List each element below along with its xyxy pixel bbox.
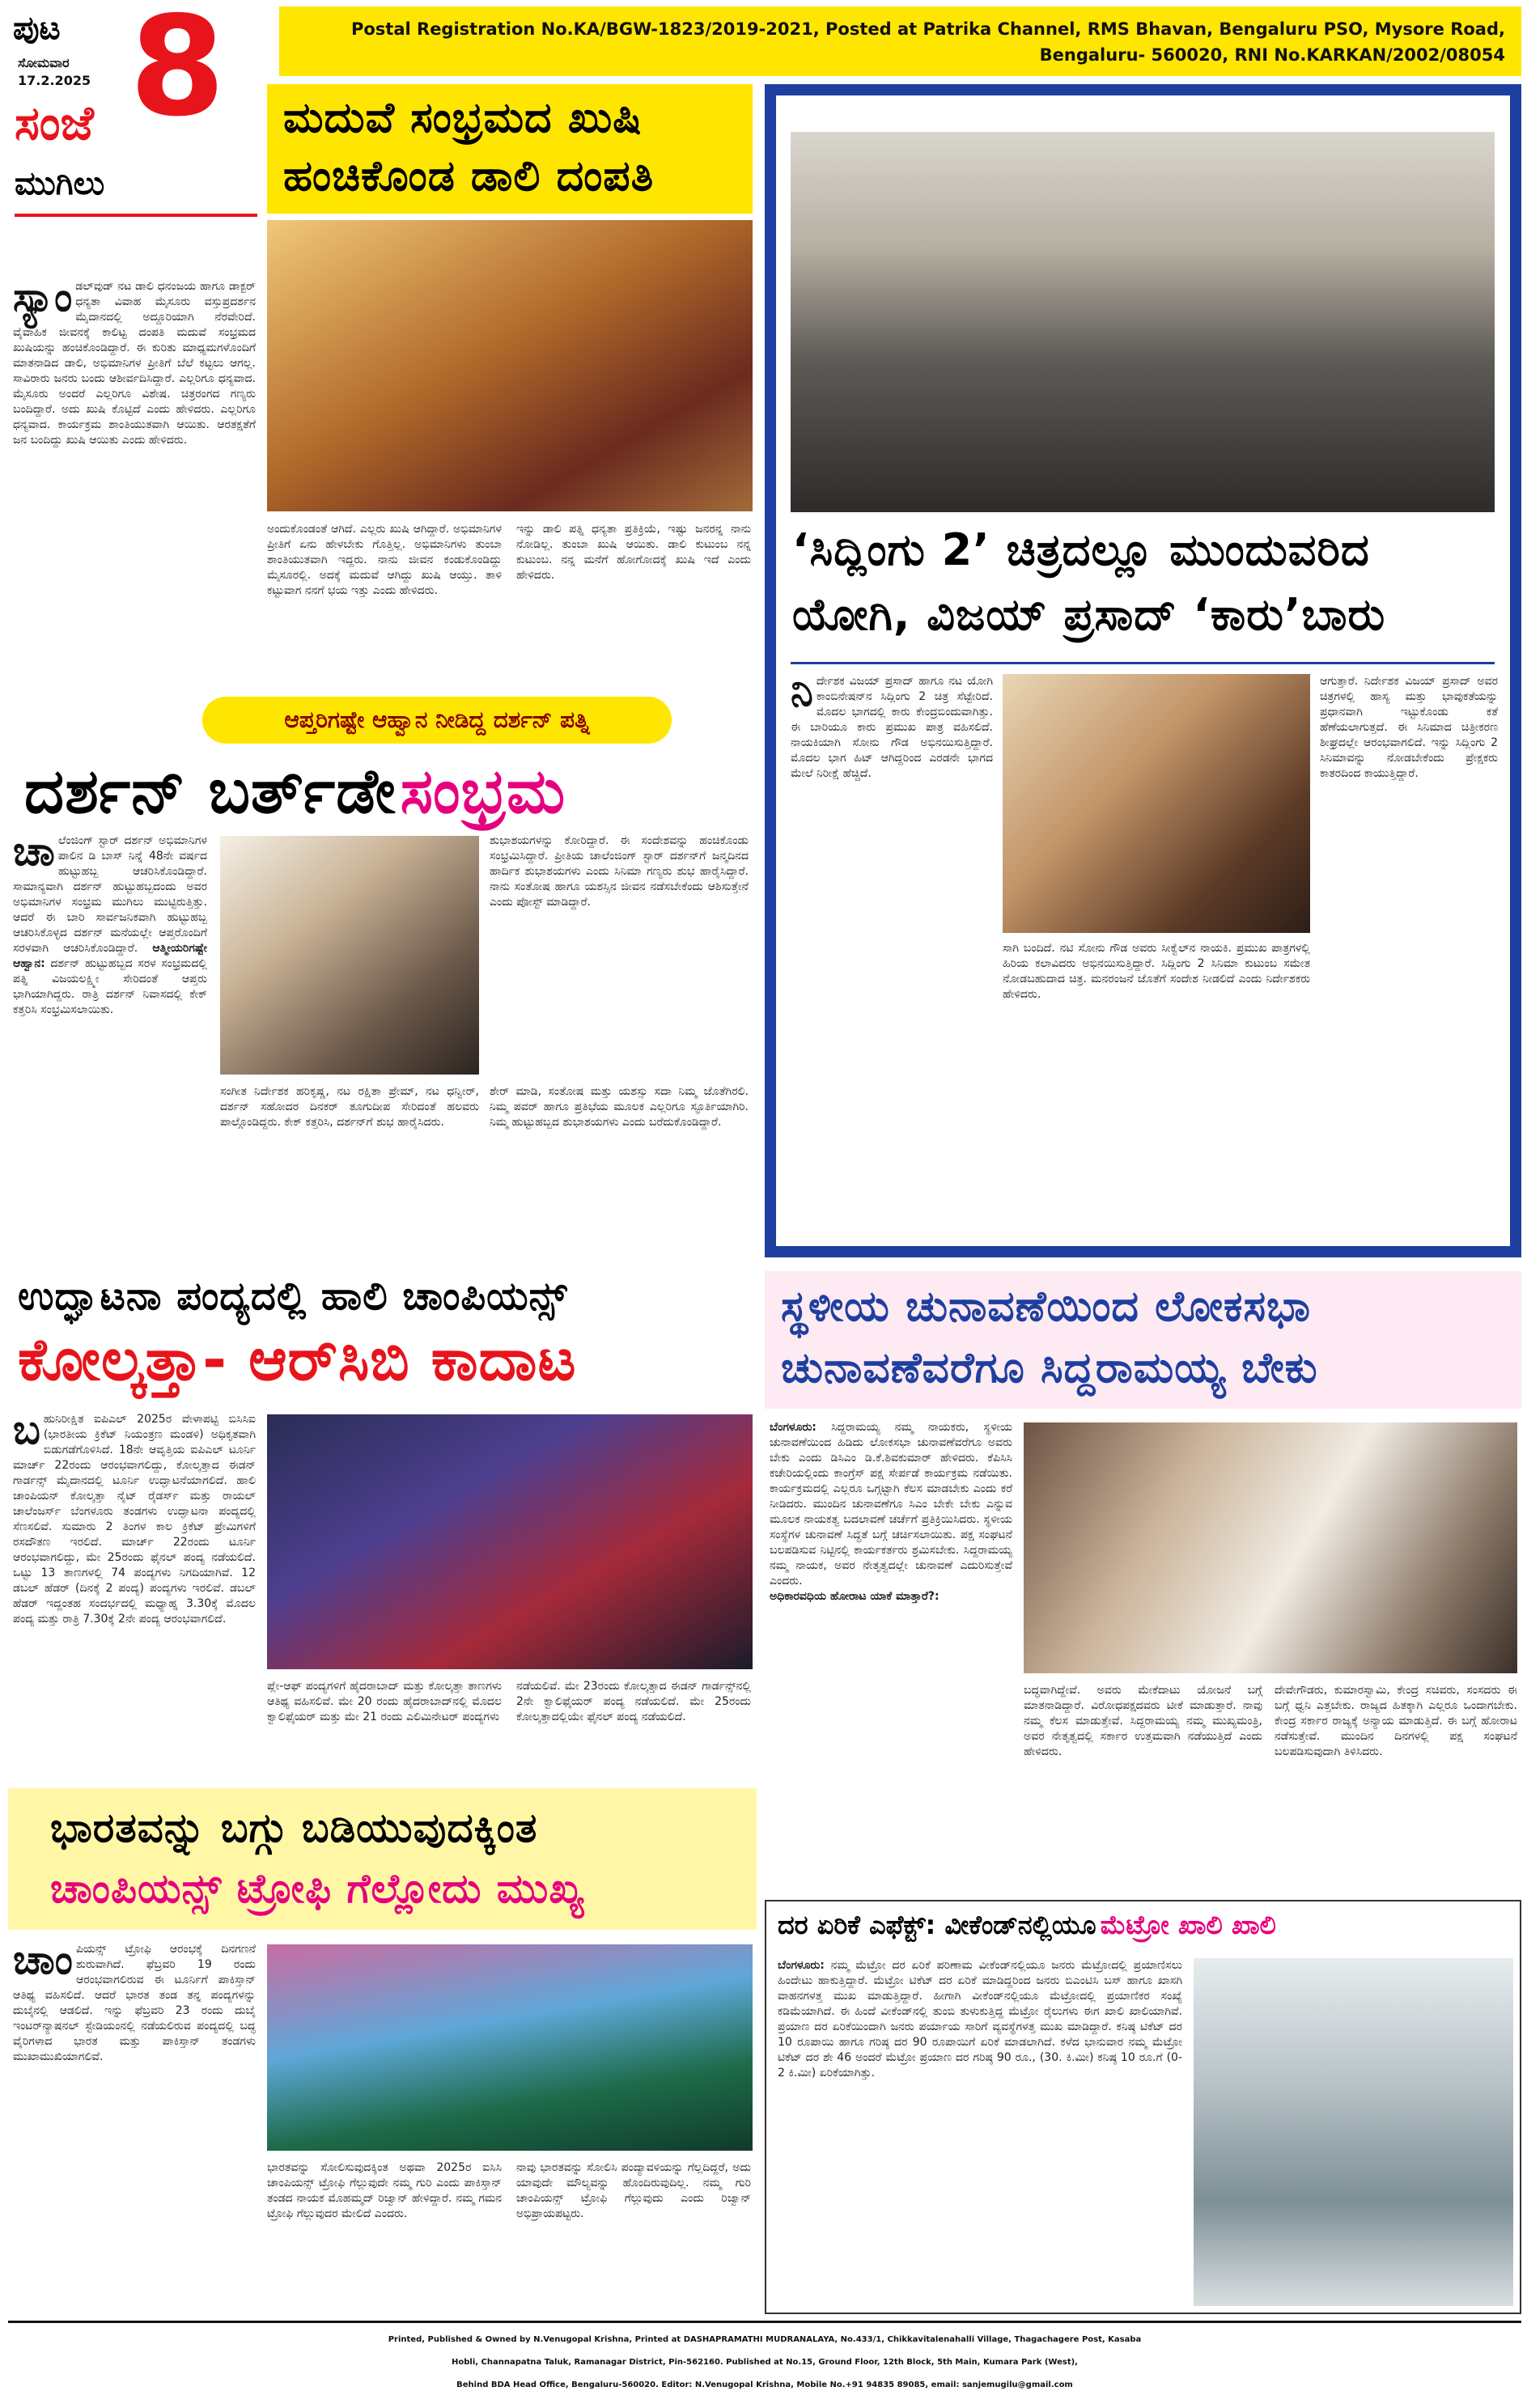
metro-dateline: ಬೆಂಗಳೂರು:: [778, 1959, 825, 1972]
champions-story: [8, 1788, 757, 2314]
wedding-col-1: [13, 279, 256, 684]
siddaramaiah-col-2: ಬದ್ಧವಾಗಿದ್ದೇವೆ. ಅವರು ಮೇಕೆದಾಟು ಯೋಜನೆ ಬಗ್ಗೆ ಮಾತನಾಡಿದ್ದಾರೆ. ವಿರೋಧಪಕ್ಷದವರು ಟೀಕೆ ಮಾಡುತ್ತಾರೆ. ನಾವು ನಮ್ಮ ಕೆಲಸ ಮಾಡುತ್ತೇವೆ. ಸಿದ್ದರಾಮಯ್ಯ ನಮ್ಮ ಮುಖ್ಯಮಂತ್ರಿ, ಅವರ ನೇತೃತ್ವದಲ್ಲಿ ಸರ್ಕಾರ ಉತ್ತಮವಾಗಿ ನಡೆಯುತ್ತಿದೆ ಎಂದು ಹೇಳಿದರು.: [1024, 1684, 1262, 1758]
page-label: ಪುಟ: [13, 10, 61, 47]
page-number: 8: [129, 0, 226, 147]
darshan-story: [8, 692, 757, 1258]
siddlingu-inner: [776, 95, 1510, 1246]
paper-name-mugilu: ಮುಗಿಲು: [15, 165, 105, 202]
footer-rule: [8, 2321, 1521, 2323]
day: ಸೋಮವಾರ: [18, 55, 70, 70]
siddaramaiah-headline-box: [765, 1271, 1521, 1409]
darshan-col-1-text: ಲೆಂಜಿಂಗ್ ಸ್ಟಾರ್ ದರ್ಶನ್ ಅಭಿಮಾನಿಗಳ ಪಾಲಿನ ಡಿ ಬಾಸ್ ನಿನ್ನೆ 48ನೇ ವರ್ಷದ ಹುಟ್ಟುಹಬ್ಬ ಆಚರಿಸಿಕೊಂಡಿದ್ದಾರೆ. ಸಾಮಾನ್ಯವಾಗಿ ದರ್ಶನ್ ಹುಟ್ಟುಹಬ್ಬದಂದು ಅವರ ಅಭಿಮಾನಿಗಳ ಸಂಭ್ರಮ ಮುಗಿಲು ಮುಟ್ಟಿರುತ್ತಿತ್ತು. ಆದರೆ ಈ ಬಾರಿ ಸಾರ್ವಜನಿಕವಾಗಿ ಹುಟ್ಟುಹಬ್ಬ ಆಚರಿಸಿಕೊಳ್ಳದ ದರ್ಶನ್ ಮನೆಯಲ್ಲೇ ಆಪ್ತರೊಂದಿಗೆ ಸರಳವಾಗಿ ಆಚರಿಸಿಕೊಂಡಿದ್ದಾರೆ.: [13, 834, 207, 955]
darshan-headline: [24, 755, 566, 829]
imprint-line-3: Behind BDA Head Office, Bengaluru-560020. Editor: N.Venugopal Krishna, Mobile No.+91 94835 89085, email: sanjemugilu@gmail.com: [456, 2380, 1073, 2389]
darshan-kicker: ಆಪ್ತರಿಗಷ್ಟೇ ಆಹ್ವಾನ ನೀಡಿದ್ದ ದರ್ಶನ್ ಪತ್ನಿ: [284, 706, 590, 733]
siddaramaiah-headline-1: ಸ್ಥಳೀಯ ಚುನಾವಣೆಯಿಂದ ಲೋಕಸಭಾ: [781, 1282, 1311, 1331]
darshan-headline-pink: ಸಂಭ್ರಮ: [400, 755, 566, 827]
darshan-kicker-bar: [202, 697, 672, 744]
siddlingu-divider: [791, 662, 1495, 664]
siddlingu-headline-2: ಯೋಗಿ, ವಿಜಯ್ ಪ್ರಸಾದ್ ‘ಕಾರು’ಬಾರು: [792, 589, 1386, 640]
ipl-col-1: [13, 1412, 256, 1776]
metro-headline: [778, 1910, 1276, 1941]
darshan-col-3: ಸಂಗೀತ ನಿರ್ದೇಶಕ ಹರಿಕೃಷ್ಣ, ನಟ ರಕ್ಷಿತಾ ಪ್ರೇಮ್, ನಟ ಧನ್ವೀರ್, ದರ್ಶನ್ ಸಹೋದರ ದಿನಕರ್ ತೂಗುದೀಪ ಸೇರಿದಂತೆ ಹಲವರು ಪಾಲ್ಗೊಂಡಿದ್ದರು. ಕೇಕ್ ಕತ್ತರಿಸಿ, ದರ್ಶನ್‌ಗೆ ಶುಭ ಹಾರೈಸಿದರು.: [220, 1085, 479, 1129]
ipl-headline-1: ಉದ್ಘಾಟನಾ ಪಂದ್ಯದಲ್ಲಿ ಹಾಲಿ ಚಾಂಪಿಯನ್ಸ್: [18, 1274, 568, 1319]
darshan-col-1b-text: ದರ್ಶನ್ ಹುಟ್ಟುಹಬ್ಬದ ಸರಳ ಸಂಭ್ರಮದಲ್ಲಿ ಪತ್ನಿ ವಿಜಯಲಕ್ಷ್ಮೀ ಸೇರಿದಂತೆ ಆಪ್ತರು ಭಾಗಿಯಾಗಿದ್ದರು. ರಾತ್ರಿ ದರ್ಶನ್ ನಿವಾಸದಲ್ಲಿ ಕೇಕ್ ಕತ್ತರಿಸಿ ಸಂಭ್ರಮಿಸಲಾಯಿತು.: [13, 957, 207, 1016]
siddaramaiah-col-1-text: ಸಿದ್ದರಾಮಯ್ಯ ನಮ್ಮ ನಾಯಕರು, ಸ್ಥಳೀಯ ಚುನಾವಣೆಯಿಂದ ಹಿಡಿದು ಲೋಕಸಭಾ ಚುನಾವಣೆವರೆಗೂ ಅವರು ಬೇಕು ಎಂದು ಡಿಸಿಎಂ ಡಿ.ಕೆ.ಶಿವಕುಮಾರ್ ಹೇಳಿದರು. ಕೆಪಿಸಿಸಿ ಕಚೇರಿಯಲ್ಲಿಂದು ಕಾಂಗ್ರೆಸ್ ಪಕ್ಷ ಸೇರ್ಪಡೆ ಕಾರ್ಯಕ್ರಮ ನಡೆಯಿತು. ಕಾರ್ಯಕ್ರಮದಲ್ಲಿ ಎಲ್ಲರೂ ಒಗ್ಗಟ್ಟಾಗಿ ಕೆಲಸ ಮಾಡಬೇಕು ಎಂದು ಕರೆ ನೀಡಿದರು. ಮುಂದಿನ ಚುನಾವಣೆಗೂ ಸಿಎಂ ಬೇಕೇ ಬೇಕು ಎನ್ನುವ ಮೂಲಕ ನಾಯಕತ್ವ ಬದಲಾವಣೆ ಚರ್ಚೆಗೆ ಪ್ರತಿಕ್ರಿಯಿಸಿದರು. ಸ್ಥಳೀಯ ಸಂಸ್ಥೆಗಳ ಚುನಾವಣೆ ಸಿದ್ಧತೆ ಬಗ್ಗೆ ಚರ್ಚಿಸಲಾಯಿತು. ಪಕ್ಷ ಸಂಘಟನೆ ಬಲಪಡಿಸುವ ನಿಟ್ಟಿನಲ್ಲಿ ಕಾರ್ಯಕರ್ತರು ಶ್ರಮಿಸಬೇಕು. ಸಿದ್ದರಾಮಯ್ಯ ನಮ್ಮ ನಾಯಕ, ಅವರ ನೇತೃತ್ವದಲ್ಲೇ ಚುನಾವಣೆ ಎದುರಿಸುತ್ತೇವೆ ಎಂದರು.: [770, 1421, 1012, 1588]
darshan-headline-black: ದರ್ಶನ್ ಬರ್ತ್‌ಡೇ: [24, 755, 397, 827]
kkr-rcb-match-photo: [267, 1414, 753, 1669]
wedding-headline-box: [267, 84, 753, 214]
siddlingu-col-2: ಸಾಗಿ ಬಂದಿದೆ. ನಟಿ ಸೋನು ಗೌಡ ಅವರು ಸೀಕ್ವೆಲ್‌ನ ನಾಯಕಿ. ಪ್ರಮುಖ ಪಾತ್ರಗಳಲ್ಲಿ ಹಿರಿಯ ಕಲಾವಿದರು ಅಭಿನಯಿಸುತ್ತಿದ್ದಾರೆ. ಸಿದ್ಲಿಂಗು 2 ಸಿನಿಮಾ ಕುಟುಂಬ ಸಮೇತ ನೋಡಬಹುದಾದ ಚಿತ್ರ. ಮನರಂಜನೆ ಜೊತೆಗೆ ಸಂದೇಶ ನೀಡಲಿದೆ ಎಂದು ನಿರ್ದೇಶಕರು ಹೇಳಿದರು.: [1003, 942, 1310, 1001]
wedding-headline-2: ಹಂಚಿಕೊಂಡ ಡಾಲಿ ದಂಪತಿ: [283, 152, 655, 201]
siddlingu-col-1: [791, 674, 993, 933]
siddlingu-story: [765, 84, 1521, 1257]
date: 17.2.2025: [18, 73, 91, 88]
ipl-col-1-text: ಹುನಿರೀಕ್ಷಿತ ಐಪಿಎಲ್ 2025ರ ವೇಳಾಪಟ್ಟಿ ಬಿಸಿಸಿಐ (ಭಾರತೀಯ ಕ್ರಿಕೆಟ್ ನಿಯಂತ್ರಣ ಮಂಡಳಿ) ಅಧಿಕೃತವಾಗಿ ಬಿಡುಗಡೆಗೊಳಿಸಿದೆ. 18ನೇ ಆವೃತ್ತಿಯ ಐಪಿಎಲ್ ಟೂರ್ನಿ ಮಾರ್ಚ್ 22ರಂದು ಆರಂಭವಾಗಲಿದ್ದು, ಕೋಲ್ಕತ್ತಾದ ಈಡನ್ ಗಾರ್ಡನ್ಸ್ ಮೈದಾನದಲ್ಲಿ ಟೂರ್ನಿ ಉದ್ಘಾಟನೆಯಾಗಲಿದೆ. ಹಾಲಿ ಚಾಂಪಿಯನ್ ಕೋಲ್ಕತ್ತಾ ನೈಟ್ ರೈಡರ್ಸ್ ಮತ್ತು ರಾಯಲ್ ಚಾಲೆಂಜರ್ಸ್ ಬೆಂಗಳೂರು ತಂಡಗಳು ಉದ್ಘಾಟನಾ ಪಂದ್ಯದಲ್ಲಿ ಸೆಣಸಲಿವೆ. ಸುಮಾರು 2 ತಿಂಗಳ ಕಾಲ ಕ್ರಿಕೆಟ್ ಪ್ರೇಮಿಗಳಿಗೆ ರಸದೌತಣ ಇರಲಿದೆ. ಮಾರ್ಚ್ 22ರಂದು ಟೂರ್ನಿ ಆರಂಭವಾಗಲಿದ್ದು, ಮೇ 25ರಂದು ಫೈನಲ್ ಪಂದ್ಯ ನಡೆಯಲಿದೆ. ಒಟ್ಟು 13 ತಾಣಗಳಲ್ಲಿ 74 ಪಂದ್ಯಗಳು ನಿಗದಿಯಾಗಿವೆ. 12 ಡಬಲ್ ಹೆಡರ್ (ದಿನಕ್ಕೆ 2 ಪಂದ್ಯ) ಪಂದ್ಯಗಳು ಇರಲಿವೆ. ಡಬಲ್ ಹೆಡರ್ ಇದ್ದಂತಹ ಸಂದರ್ಭದಲ್ಲಿ ಮಧ್ಯಾಹ್ನ 3.30ಕ್ಕೆ ಮೊದಲ ಪಂದ್ಯ ಮತ್ತು ರಾತ್ರಿ 7.30ಕ್ಕೆ 2ನೇ ಪಂದ್ಯ ಆರಂಭವಾಗಲಿದೆ.: [13, 1413, 256, 1626]
darshan-col-2: ಶುಭಾಶಯಗಳನ್ನು ಕೋರಿದ್ದಾರೆ. ಈ ಸಂದೇಶವನ್ನು ಹಂಚಿಕೊಂಡು ಸಂಭ್ರಮಿಸಿದ್ದಾರೆ. ಪ್ರೀತಿಯ ಚಾಲೆಂಜಿಂಗ್ ಸ್ಟಾರ್ ದರ್ಶನ್‌ಗೆ ಜನ್ಮದಿನದ ಹಾರ್ದಿಕ ಶುಭಾಶಯಗಳು ಎಂದು ಸಿನಿಮಾ ಗಣ್ಯರು ಶುಭ ಹಾರೈಸಿದ್ದಾರೆ. ನಾನು ಸಂತೋಷ ಹಾಗೂ ಯಶಸ್ಸಿನ ಜೀವನ ನಡೆಸಬೇಕೆಂದು ಆಶಿಸುತ್ತೇನೆ ಎಂದು ಪೋಸ್ಟ್ ಮಾಡಿದ್ದಾರೆ.: [490, 834, 749, 909]
ipl-story: [8, 1270, 757, 1780]
imprint-footer: [8, 2329, 1521, 2402]
darshan-lead-word: ಚಾ: [13, 833, 55, 875]
siddlingu-col-1-text: ರ್ದೇಶಕ ವಿಜಯ್ ಪ್ರಸಾದ್ ಹಾಗೂ ನಟ ಯೋಗಿ ಕಾಂಬಿನೇಷನ್‌ನ ಸಿದ್ಲಿಂಗು 2 ಚಿತ್ರ ಸೆಟ್ಟೇರಿದೆ. ಮೊದಲ ಭಾಗದಲ್ಲಿ ಕಾರು ಕೇಂದ್ರಬಿಂದುವಾಗಿತ್ತು. ಈ ಬಾರಿಯೂ ಕಾರು ಪ್ರಮುಖ ಪಾತ್ರ ವಹಿಸಲಿದೆ. ನಾಯಕಿಯಾಗಿ ಸೋನು ಗೌಡ ಅಭಿನಯಿಸುತ್ತಿದ್ದಾರೆ. ಮೊದಲ ಭಾಗ ಹಿಟ್ ಆಗಿದ್ದರಿಂದ ಎರಡನೇ ಭಾಗದ ಮೇಲೆ ನಿರೀಕ್ಷೆ ಹೆಚ್ಚಿದೆ.: [791, 675, 993, 780]
siddaramaiah-col-3: ದೇವೇಗೌಡರು, ಕುಮಾರಸ್ವಾಮಿ, ಕೇಂದ್ರ ಸಚಿವರು, ಸಂಸದರು ಈ ಬಗ್ಗೆ ಧ್ವನಿ ಎತ್ತಬೇಕು. ರಾಜ್ಯದ ಹಿತಕ್ಕಾಗಿ ಎಲ್ಲರೂ ಒಂದಾಗಬೇಕು. ಕೇಂದ್ರ ಸರ್ಕಾರ ರಾಜ್ಯಕ್ಕೆ ಅನ್ಯಾಯ ಮಾಡುತ್ತಿದೆ. ಈ ಬಗ್ಗೆ ಹೋರಾಟ ನಡೆಸುತ್ತೇವೆ. ಮುಂದಿನ ದಿನಗಳಲ್ಲಿ ಪಕ್ಷ ಸಂಘಟನೆ ಬಲಪಡಿಸುವುದಾಗಿ ತಿಳಿಸಿದರು.: [1275, 1684, 1517, 1758]
ipl-headline-2: ಕೋಲ್ಕತ್ತಾ- ಆರ್‌ಸಿಬಿ ಕಾದಾಟ: [18, 1325, 577, 1393]
champions-col-2: ಭಾರತವನ್ನು ಸೋಲಿಸುವುದಕ್ಕಿಂತ ಅಥವಾ 2025ರ ಐಸಿಸಿ ಚಾಂಪಿಯನ್ಸ್ ಟ್ರೋಫಿ ಗೆಲ್ಲುವುದೇ ನಮ್ಮ ಗುರಿ ಎಂದು ಪಾಕಿಸ್ತಾನ್ ತಂಡದ ನಾಯಕ ಮೊಹಮ್ಮದ್ ರಿಜ್ವಾನ್ ಹೇಳಿದ್ದಾರೆ. ನಮ್ಮ ಗಮನ ಟ್ರೋಫಿ ಗೆಲ್ಲುವುದರ ಮೇಲಿದೆ ಎಂದರು.: [267, 2161, 502, 2220]
dkshivakumar-siddaramaiah-photo: [1024, 1422, 1517, 1673]
postal-line-1: Postal Registration No.KA/BGW-1823/2019-2021, Posted at Patrika Channel, RMS Bhavan, Bengaluru PSO, Mysore Road,: [350, 19, 1505, 39]
wedding-story: [8, 81, 757, 684]
champions-col-1-text: ಪಿಯನ್ಸ್ ಟ್ರೋಫಿ ಆರಂಭಕ್ಕೆ ದಿನಗಣನೆ ಶುರುವಾಗಿದೆ. ಫೆಬ್ರವರಿ 19 ರಂದು ಆರಂಭವಾಗಲಿರುವ ಈ ಟೂರ್ನಿಗೆ ಪಾಕಿಸ್ತಾನ್ ಆತಿಥ್ಯ ವಹಿಸಲಿದೆ. ಆದರೆ ಭಾರತ ತಂಡ ತನ್ನ ಪಂದ್ಯಗಳನ್ನು ದುಬೈನಲ್ಲಿ ಆಡಲಿದೆ. ಇನ್ನು ಫೆಬ್ರವರಿ 23 ರಂದು ದುಬೈ ಇಂಟರ್‌ನ್ಯಾಷನಲ್ ಸ್ಟೇಡಿಯಂನಲ್ಲಿ ನಡೆಯಲಿರುವ ಪಂದ್ಯದಲ್ಲಿ ಬದ್ಧ ವೈರಿಗಳಾದ ಭಾರತ ಮತ್ತು ಪಾಕಿಸ್ತಾನ್ ತಂಡಗಳು ಮುಖಾಮುಖಿಯಾಗಲಿವೆ.: [13, 1943, 256, 2063]
metro-headline-pink: ಮೆಟ್ರೋ ಖಾಲಿ ಖಾಲಿ: [1100, 1910, 1276, 1940]
siddlingu-col-3: ಆಗುತ್ತಾರೆ. ನಿರ್ದೇಶಕ ವಿಜಯ್ ಪ್ರಸಾದ್ ಅವರ ಚಿತ್ರಗಳಲ್ಲಿ ಹಾಸ್ಯ ಮತ್ತು ಭಾವುಕತೆಯನ್ನು ಪ್ರಧಾನವಾಗಿ ಇಟ್ಟುಕೊಂಡು ಕತೆ ಹೆಣೆಯಲಾಗುತ್ತದೆ. ಈ ಸಿನಿಮಾದ ಚಿತ್ರೀಕರಣ ಶೀಘ್ರದಲ್ಲೇ ಆರಂಭವಾಗಲಿದೆ. ಇನ್ನು ಸಿದ್ಲಿಂಗು 2 ಸಿನಿಮಾವನ್ನು ನೋಡಬೇಕೆಂದು ಪ್ರೇಕ್ಷಕರು ಕಾತರದಿಂದ ಕಾಯುತ್ತಿದ್ದಾರೆ.: [1320, 675, 1498, 780]
metro-story: [765, 1900, 1521, 2314]
wedding-headline-1: ಮದುವೆ ಸಂಭ್ರಮದ ಖುಷಿ: [283, 94, 643, 142]
wedding-couple-photo: [267, 220, 753, 511]
darshan-family-photo: [220, 836, 479, 1075]
siddaramaiah-subhead: ಅಧಿಕಾರವಧಿಯ ಹೋರಾಟ ಯಾಕೆ ಮಾತ್ತಾರೆ?:: [770, 1590, 940, 1603]
siddaramaiah-headline-2: ಚುನಾವಣೆವರೆಗೂ ಸಿದ್ದರಾಮಯ್ಯ ಬೇಕು: [781, 1344, 1318, 1393]
siddaramaiah-dateline: ಬೆಂಗಳೂರು:: [770, 1421, 817, 1434]
imprint-line-2: Hobli, Channapatna Taluk, Ramanagar District, Pin-562160. Published at No.15, Ground Floor, 12th Block, 5th Main, Kumara Park (West),: [452, 2358, 1078, 2367]
champions-col-3: ನಾವು ಭಾರತವನ್ನು ಸೋಲಿಸಿ ಪಂದ್ಯಾವಳಿಯನ್ನು ಗೆಲ್ಲದಿದ್ದರೆ, ಅದು ಯಾವುದೇ ಮೌಲ್ಯವನ್ನು ಹೊಂದಿರುವುದಿಲ್ಲ. ನಮ್ಮ ಗುರಿ ಚಾಂಪಿಯನ್ಸ್ ಟ್ರೋಫಿ ಗೆಲ್ಲುವುದು ಎಂದು ರಿಜ್ವಾನ್ ಅಭಿಪ್ರಾಯಪಟ್ಟರು.: [516, 2161, 751, 2220]
champions-col-1: [13, 1942, 256, 2310]
champions-lead-word: ಚಾಂ: [13, 1942, 73, 1983]
champions-headline-1: ಭಾರತವನ್ನು ಬಗ್ಗು ಬಡಿಯುವುದಕ್ಕಿಂತ: [50, 1804, 538, 1851]
metro-headline-black: ದರ ಏರಿಕೆ ಎಫೆಕ್ಟ್: ವೀಕೆಂಡ್‌ನಲ್ಲಿಯೂ: [778, 1910, 1096, 1940]
siddlingu-headline-1: ‘ಸಿದ್ಲಿಂಗು 2’ ಚಿತ್ರದಲ್ಲೂ ಮುಂದುವರಿದ: [792, 524, 1370, 575]
siddaramaiah-col-1: [770, 1420, 1012, 1885]
yogi-sonu-still-photo: [1003, 674, 1310, 933]
wedding-lead-word: ಸ್ಯಾಂ: [13, 279, 73, 320]
metro-body-text: ನಮ್ಮ ಮೆಟ್ರೋ ದರ ಏರಿಕೆ ಪರಿಣಾಮ ವೀಕೆಂಡ್‌ನಲ್ಲಿಯೂ ಜನರು ಮೆಟ್ರೋದಲ್ಲಿ ಪ್ರಯಾಣಿಸಲು ಹಿಂದೇಟು ಹಾಕುತ್ತಿದ್ದಾರೆ. ಮೆಟ್ರೋ ಟಿಕೆಟ್ ದರ ಏರಿಕೆ ಮಾಡಿದ್ದರಿಂದ ಜನರು ಬಿಎಂಟಿಸಿ ಬಸ್ ಹಾಗೂ ಖಾಸಗಿ ವಾಹನಗಳತ್ತ ಮುಖ ಮಾಡುತ್ತಿದ್ದಾರೆ. ಹೀಗಾಗಿ ವೀಕೆಂಡ್‌ನಲ್ಲಿಯೂ ಮೆಟ್ರೋದಲ್ಲಿ ಪ್ರಯಾಣಿಕರ ಸಂಖ್ಯೆ ಕಡಿಮೆಯಾಗಿದೆ. ಈ ಹಿಂದೆ ವೀಕೆಂಡ್‌ನಲ್ಲಿ ತುಂಬಿ ತುಳುಕುತ್ತಿದ್ದ ಮೆಟ್ರೋ ರೈಲುಗಳು ಈಗ ಖಾಲಿ ಖಾಲಿಯಾಗಿವೆ. ಪ್ರಯಾಣ ದರ ಏರಿಕೆಯಿಂದಾಗಿ ಜನರು ಪರ್ಯಾಯ ಸಾರಿಗೆ ವ್ಯವಸ್ಥೆಗಳತ್ತ ಮುಖ ಮಾಡಿದ್ದಾರೆ. ಕನಿಷ್ಠ ಟಿಕೆಟ್ ದರ 10 ರೂಪಾಯಿ ಹಾಗೂ ಗರಿಷ್ಠ ದರ 90 ರೂಪಾಯಿಗೆ ಏರಿಕೆ ಮಾಡಲಾಗಿದೆ. ಕಳೆದ ಭಾನುವಾರ ನಮ್ಮ ಮೆಟ್ರೋ ಟಿಕೆಟ್ ದರ ಶೇ 46 ಅಂದರೆ ಮೆಟ್ರೋ ಪ್ರಯಾಣ ದರ ಗರಿಷ್ಠ 90 ರೂ., (30. ಕಿ.ಮೀ) ಕನಿಷ್ಠ 10 ರೂ.ಗೆ (0-2 ಕಿ.ಮೀ) ಏರಿಕೆಯಾಗಿತ್ತು.: [778, 1959, 1182, 2079]
champions-headline-2: ಚಾಂಪಿಯನ್ಸ್ ಟ್ರೋಫಿ ಗೆಲ್ಲೋದು ಮುಖ್ಯ: [50, 1865, 585, 1912]
champions-headline-box: [8, 1788, 757, 1930]
darshan-col-1: [13, 833, 207, 1250]
postal-line-2: Bengaluru- 560020, RNI No.KARKAN/2002/08054: [1039, 45, 1505, 65]
metro-body: [778, 1958, 1182, 2306]
ipl-col-3: ನಡೆಯಲಿವೆ. ಮೇ 23ರಂದು ಕೋಲ್ಕತ್ತಾದ ಈಡನ್ ಗಾರ್ಡನ್ಸ್‌ನಲ್ಲಿ 2ನೇ ಕ್ವಾಲಿಫೈಯರ್ ಪಂದ್ಯ ನಡೆಯಲಿದೆ. ಮೇ 25ರಂದು ಕೋಲ್ಕತ್ತಾದಲ್ಲಿಯೇ ಫೈನಲ್ ಪಂದ್ಯ ನಡೆಯಲಿದೆ.: [516, 1680, 751, 1723]
team-group-photo: [791, 132, 1495, 512]
postal-banner: [279, 6, 1521, 76]
darshan-subhead: ಆತ್ಮೀಯರಿಗಷ್ಟೇ ಆಹ್ವಾನ:: [13, 942, 207, 970]
wedding-col-1-text: ಡಲ್‌ವುಡ್ ನಟ ಡಾಲಿ ಧನಂಜಯ ಹಾಗೂ ಡಾಕ್ಟರ್ ಧನ್ಯತಾ ವಿವಾಹ ಮೈಸೂರು ವಸ್ತುಪ್ರದರ್ಶನ ಮೈದಾನದಲ್ಲಿ ಅದ್ದೂರಿಯಾಗಿ ನೆರವೇರಿದೆ. ವೈವಾಹಿಕ ಜೀವನಕ್ಕೆ ಕಾಲಿಟ್ಟ ದಂಪತಿ ಮದುವೆ ಸಂಭ್ರಮದ ಖುಷಿಯನ್ನು ಹಂಚಿಕೊಂಡಿದ್ದಾರೆ. ಈ ಕುರಿತು ಮಾಧ್ಯಮಗಳೊಂದಿಗೆ ಮಾತನಾಡಿದ ಡಾಲಿ, ಅಭಿಮಾನಿಗಳ ಪ್ರೀತಿಗೆ ಬೆಲೆ ಕಟ್ಟಲು ಆಗಲ್ಲ. ಸಾವಿರಾರು ಜನರು ಬಂದು ಆಶೀರ್ವದಿಸಿದ್ದಾರೆ. ಎಲ್ಲರಿಗೂ ಧನ್ಯವಾದ. ಮೈಸೂರು ಅಂದರೆ ಎಲ್ಲರಿಗೂ ವಿಶೇಷ. ಚಿತ್ರರಂಗದ ಗಣ್ಯರು ಬಂದಿದ್ದಾರೆ. ಅದು ಖುಷಿ ಕೊಟ್ಟಿದೆ ಎಂದು ಹೇಳಿದರು. ಎಲ್ಲರಿಗೂ ಧನ್ಯವಾದ. ಕಾರ್ಯಕ್ರಮ ಶಾಂತಿಯುತವಾಗಿ ಆಯಿತು. ಆರತಕ್ಷತೆಗೆ ಜನ ಬಂದಿದ್ದು ಖುಷಿ ಆಯಿತು ಎಂದು ಹೇಳಿದರು.: [13, 280, 256, 447]
wedding-col-2: ಅಂದುಕೊಂಡಂತೆ ಆಗಿದೆ. ಎಲ್ಲರು ಖುಷಿ ಆಗಿದ್ದಾರೆ. ಅಭಿಮಾನಿಗಳ ಪ್ರೀತಿಗೆ ಏನು ಹೇಳಬೇಕು ಗೊತ್ತಿಲ್ಲ. ಅಭಿಮಾನಿಗಳು ತುಂಬಾ ಶಾಂತಿಯುತವಾಗಿ ಇದ್ದರು. ನಾನು ಜೀವನ ಕಂಡುಕೊಂಡಿದ್ದು ಮೈಸೂರಲ್ಲಿ. ಅದಕ್ಕೆ ಮದುವೆ ಆಗಿದ್ದು ಖುಷಿ ಆಯ್ತು. ತಾಳಿ ಕಟ್ಟುವಾಗ ನನಗೆ ಭಯ ಇತ್ತು ಎಂದು ಹೇಳಿದರು.: [267, 523, 502, 597]
paper-name-sanje: ಸಂಜೆ: [15, 95, 94, 150]
ipl-lead-word: ಬ: [13, 1412, 40, 1453]
imprint-line-1: Printed, Published & Owned by N.Venugopal Krishna, Printed at DASHAPRAMATHI MUDRANALAYA, No.433/1, Chikkavitalenahalli Village, Thagachagere Post, Kasaba: [388, 2335, 1142, 2344]
empty-metro-coach-photo: [1194, 1958, 1513, 2306]
wedding-col-3: ಇನ್ನು ಡಾಲಿ ಪತ್ನಿ ಧನ್ಯತಾ ಪ್ರತಿಕ್ರಿಯೆ, ಇಷ್ಟು ಜನರನ್ನ ನಾನು ನೋಡಿಲ್ಲ. ತುಂಬಾ ಖುಷಿ ಆಯಿತು. ಡಾಲಿ ಕುಟುಂಬ ನನ್ನ ಕುಟುಂಬ. ನನ್ನ ಮನೆಗೆ ಹೋಗೋದಕ್ಕೆ ಖುಷಿ ಇದೆ ಎಂದು ಹೇಳಿದರು.: [516, 523, 751, 582]
ipl-col-2: ಪ್ಲೇ-ಆಫ್ ಪಂದ್ಯಗಳಿಗೆ ಹೈದರಾಬಾದ್ ಮತ್ತು ಕೋಲ್ಕತ್ತಾ ತಾಣಗಳು ಆತಿಥ್ಯ ವಹಿಸಲಿವೆ. ಮೇ 20 ರಂದು ಹೈದರಾಬಾದ್‌ನಲ್ಲಿ ಮೊದಲ ಕ್ವಾಲಿಫೈಯರ್ ಮತ್ತು ಮೇ 21 ರಂದು ಎಲಿಮಿನೇಟರ್ ಪಂದ್ಯಗಳು: [267, 1680, 502, 1723]
darshan-col-4: ಶೇರ್ ಮಾಡಿ, ಸಂತೋಷ ಮತ್ತು ಯಶಸ್ಸು ಸದಾ ನಿಮ್ಮ ಜೊತೆಗಿರಲಿ. ನಿಮ್ಮ ಪವರ್ ಹಾಗೂ ಪ್ರತಿಭೆಯ ಮೂಲಕ ಎಲ್ಲರಿಗೂ ಸ್ಫೂರ್ತಿಯಾಗಿರಿ. ನಿಮ್ಮ ಹುಟ್ಟುಹಬ್ಬದ ಶುಭಾಶಯಗಳು ಎಂದು ಬರೆದುಕೊಂಡಿದ್ದಾರೆ.: [490, 1085, 749, 1129]
pakistan-team-photo: [267, 1944, 753, 2151]
siddaramaiah-story: [765, 1266, 1521, 1889]
siddlingu-lead-word: ನಿ: [791, 674, 813, 715]
